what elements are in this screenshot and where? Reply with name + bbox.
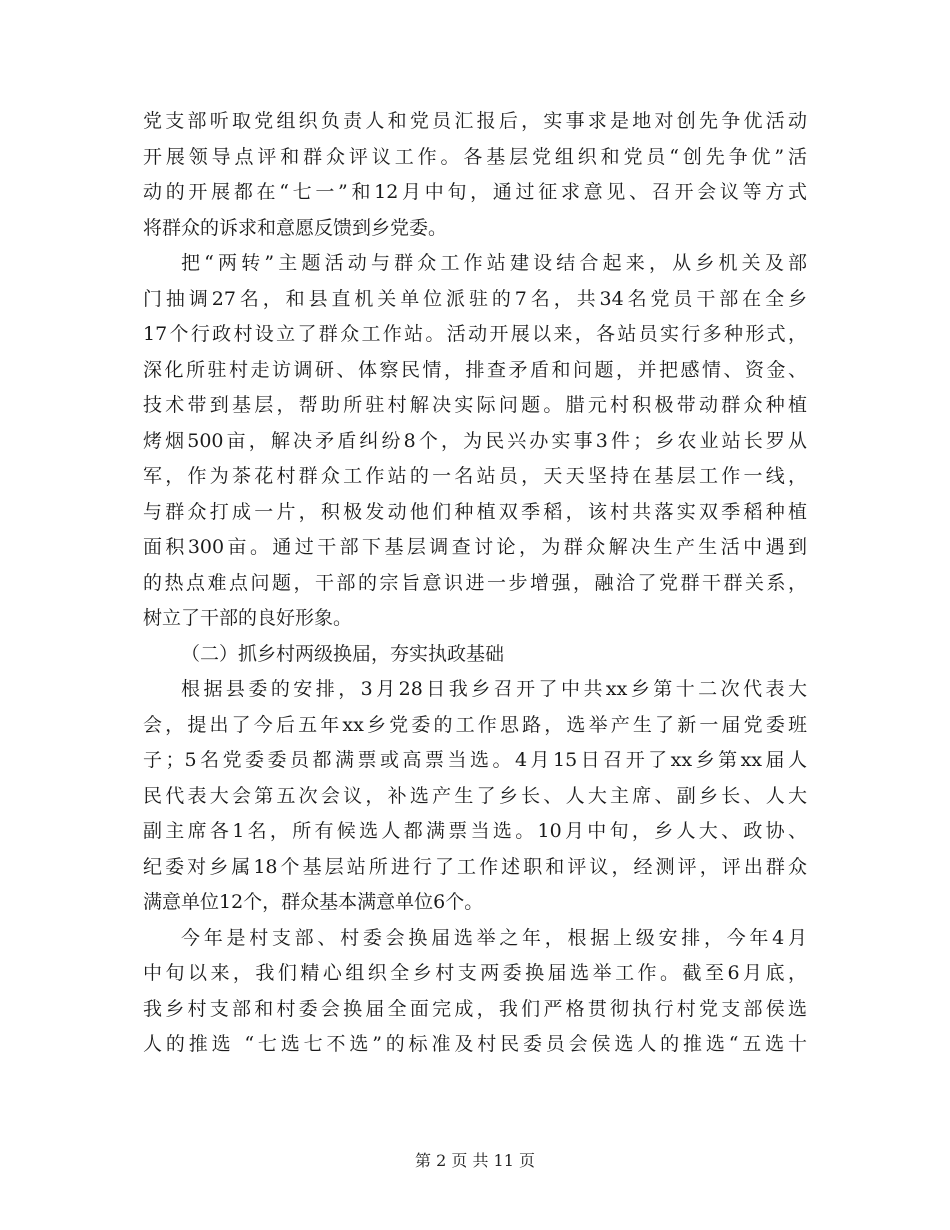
- paragraph-line: 民代表大会第五次会议，补选产生了乡长、人大主席、副乡长、人大: [143, 784, 807, 807]
- paragraph-line: 我乡村支部和村委会换届全面完成，我们严格贯彻执行村党支部侯选: [143, 997, 807, 1020]
- paragraph-line: 会，提出了今后五年xx乡党委的工作思路，选举产生了新一届党委班: [143, 713, 807, 736]
- paragraph-line: 树立了干部的良好形象。: [143, 607, 353, 629]
- paragraph-line: 技术带到基层，帮助所驻村解决实际问题。腊元村积极带动群众种植: [143, 394, 807, 416]
- paragraph-line: 的热点难点问题，干部的宗旨意识进一步增强，融洽了党群干群关系，: [143, 571, 807, 594]
- paragraph-line: 门抽调27名，和县直机关单位派驻的7名，共34名党员干部在全乡: [143, 287, 807, 310]
- paragraph-line: 面积300亩。通过干部下基层调查讨论，为群众解决生产生活中遇到: [143, 536, 807, 558]
- paragraph-line: 中旬以来，我们精心组织全乡村支两委换届选举工作。截至6月底，: [143, 962, 807, 984]
- paragraph-line: 将群众的诉求和意愿反馈到乡党委。: [143, 216, 448, 239]
- paragraph-line: 根据县委的安排，3月28日我乡召开了中共xx乡第十二次代表大: [181, 678, 807, 700]
- section-heading: （二）抓乡村两级换届，夯实执政基础: [181, 642, 505, 665]
- paragraph-line: 军，作为茶花村群众工作站的一名站员，天天坚持在基层工作一线，: [143, 465, 807, 487]
- paragraph-line: 烤烟500亩，解决矛盾纠纷8个，为民兴办实事3件；乡农业站长罗从: [143, 429, 807, 452]
- paragraph-line: 人的推选 “七选七不选”的标准及村民委员会侯选人的推选“五选十: [143, 1033, 807, 1055]
- paragraph-line: 副主席各1名，所有候选人都满票当选。10月中旬，乡人大、政协、: [143, 820, 807, 842]
- page-number-footer: 第 2 页 共 11 页: [415, 1151, 535, 1170]
- paragraph-line: 今年是村支部、村委会换届选举之年，根据上级安排，今年4月: [181, 926, 807, 949]
- paragraph-line: 党支部听取党组织负责人和党员汇报后，实事求是地对创先争优活动: [143, 110, 807, 132]
- document-body: [143, 104, 807, 1063]
- paragraph-line: 把“两转”主题活动与群众工作站建设结合起来，从乡机关及部: [181, 252, 807, 274]
- paragraph-line: 满意单位12个，群众基本满意单位6个。: [143, 891, 484, 913]
- paragraph-line: 开展领导点评和群众评议工作。各基层党组织和党员“创先争优”活: [143, 145, 807, 168]
- paragraph-line: 子；5名党委委员都满票或高票当选。4月15日召开了xx乡第xx届人: [143, 749, 807, 771]
- paragraph-line: 动的开展都在“七一”和12月中旬，通过征求意见、召开会议等方式: [143, 181, 807, 203]
- paragraph-line: 纪委对乡属18个基层站所进行了工作述职和评议，经测评，评出群众: [143, 855, 807, 878]
- paragraph-line: 深化所驻村走访调研、体察民情，排查矛盾和问题，并把感情、资金、: [143, 358, 807, 381]
- paragraph-line: 17个行政村设立了群众工作站。活动开展以来，各站员实行多种形式，: [143, 323, 807, 345]
- paragraph-line: 与群众打成一片，积极发动他们种植双季稻，该村共落实双季稻种植: [143, 500, 807, 523]
